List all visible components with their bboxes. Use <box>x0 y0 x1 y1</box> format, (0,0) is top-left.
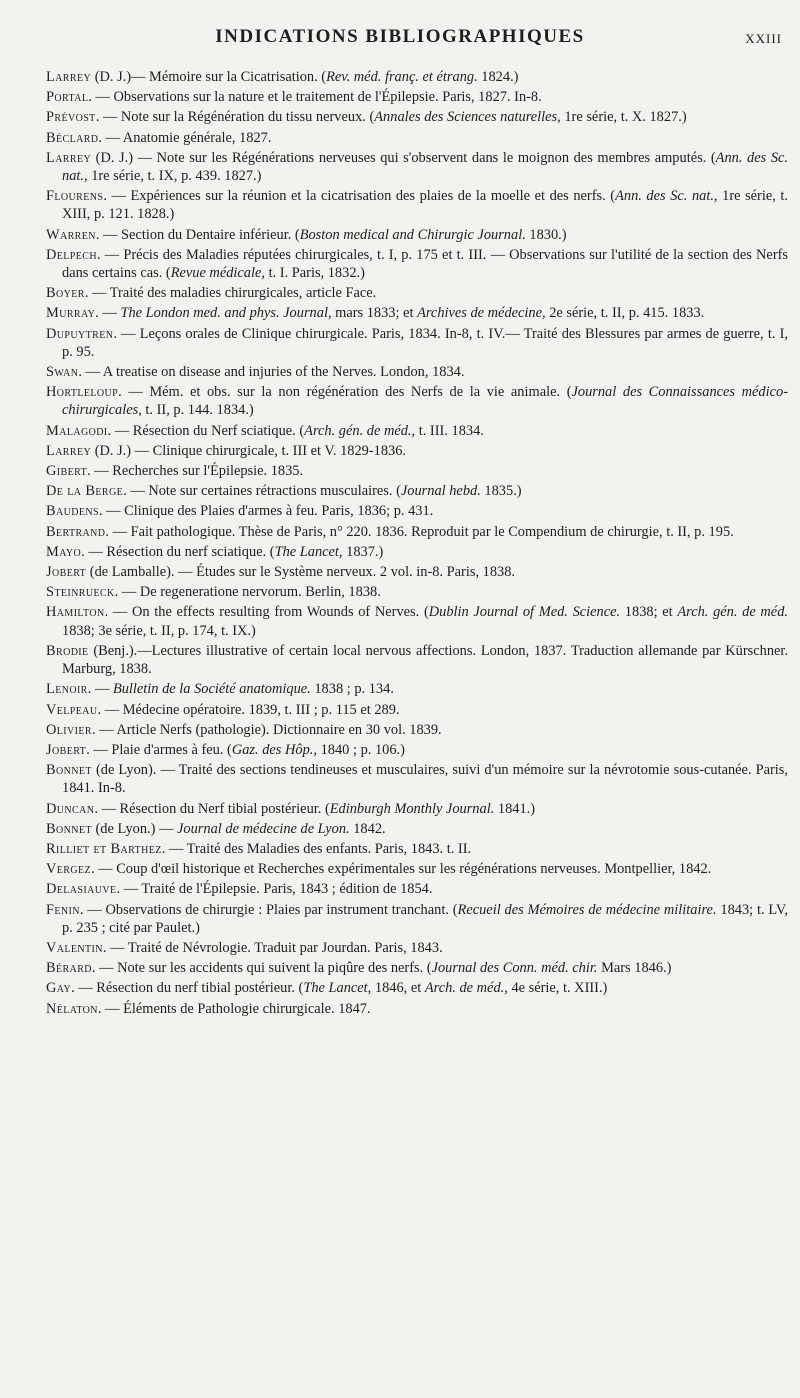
entry-source-title: Gaz. des Hôp., <box>231 741 317 758</box>
bibliography-entry <box>46 304 788 322</box>
bibliography-entry <box>46 603 788 639</box>
bibliography-entry <box>46 583 788 601</box>
entry-text: 1846, et <box>371 980 425 997</box>
entry-source-title: Ann. des Sc. nat., <box>62 149 788 185</box>
entry-author: Swan <box>46 364 79 381</box>
entry-author: Gay <box>46 980 72 997</box>
entry-author: Murray <box>46 305 96 322</box>
entry-author: Flourens <box>46 188 104 205</box>
entry-text: (D. J.) — Note sur les Régénérations nerveuses qui s'observent dans le moignon des membres amputés. ( <box>91 149 716 166</box>
bibliography-entry <box>46 108 788 126</box>
entry-text: (D. J.) — Clinique chirurgicale, t. III et V. 1829-1836. <box>91 442 407 459</box>
entry-author: Hortleloup <box>46 384 119 401</box>
entry-author: Nélaton <box>46 1000 98 1017</box>
entry-text: . — <box>95 305 121 322</box>
entry-author: Gibert <box>46 463 88 480</box>
entry-text: 1835.) <box>480 483 522 500</box>
entry-author: Larrey <box>46 149 92 166</box>
bibliography-entry <box>46 701 788 719</box>
bibliography-entry <box>46 563 788 581</box>
entry-text: t. I. Paris, 1832.) <box>264 265 365 282</box>
bibliography-entry <box>46 741 788 759</box>
entry-text: Mars 1846.) <box>597 960 672 977</box>
entry-text: . — Traité des maladies chirurgicales, article Face. <box>84 285 377 302</box>
bibliography-list <box>46 68 788 1020</box>
bibliography-entry <box>46 901 788 937</box>
entry-author: Prévost <box>46 109 96 126</box>
entry-text: . — De regeneratione nervorum. Berlin, 1838. <box>114 584 381 601</box>
entry-source-title: Archives de médecine, <box>417 305 546 322</box>
bibliography-entry <box>46 246 788 282</box>
entry-text: 2e série, t. II, p. 415. 1833. <box>545 305 705 322</box>
entry-text: . — Note sur les accidents qui suivent la piqûre des nerfs. ( <box>91 960 432 977</box>
bibliography-entry <box>46 226 788 244</box>
entry-source-title: Arch. gén. de méd., <box>304 422 416 439</box>
entry-text: . — Éléments de Pathologie chirurgicale. 1847. <box>97 1000 371 1017</box>
entry-text: . — Médecine opératoire. 1839, t. III ; p. 115 et 289. <box>97 701 400 718</box>
entry-text: (Benj.).—Lectures illustrative of certain local nervous affections. London, 1837. Traduction allemande par Kürschner. Marburg, 1838. <box>62 642 788 678</box>
entry-text: . — Leçons orales de Clinique chirurgicale. Paris, 1834. In-8, t. IV.— Traité des Blessures par armes de guerre, t. I, p. 95. <box>62 325 788 360</box>
entry-author: Olivier <box>46 721 92 738</box>
entry-text: 1837.) <box>342 543 384 560</box>
entry-text: . — Section du Dentaire inférieur. ( <box>95 226 300 243</box>
bibliography-entry <box>46 149 788 185</box>
entry-source-title: Dublin Journal of Med. Science. <box>428 604 621 621</box>
entry-text: . — Observations sur la nature et le traitement de l'Épilepsie. Paris, 1827. In-8. <box>88 89 542 106</box>
bibliography-entry <box>46 129 788 147</box>
entry-text: t. III. 1834. <box>415 422 484 439</box>
entry-source-title: Annales des Sciences naturelles, <box>374 109 561 126</box>
entry-text: 4e série, t. XIII.) <box>507 980 608 997</box>
entry-text: . — Note sur certaines rétractions musculaires. ( <box>123 483 401 500</box>
bibliography-entry <box>46 680 788 698</box>
entry-text: . — Résection du nerf tibial postérieur. ( <box>71 980 304 997</box>
entry-author: Béclard <box>46 129 99 146</box>
entry-author: Delasiauve <box>46 881 117 898</box>
entry-author: Larrey <box>46 442 92 459</box>
bibliography-entry <box>46 284 788 302</box>
bibliography-entry <box>46 979 788 997</box>
entry-text: 1824.) <box>477 69 519 85</box>
entry-text: 1re série, t. IX, p. 439. 1827.) <box>87 168 262 185</box>
entry-text: . — Anatomie générale, 1827. <box>98 129 272 146</box>
entry-source-title: Ann. des Sc. nat., <box>615 188 718 205</box>
entry-author: Portal <box>46 89 89 106</box>
entry-author: Vergez <box>46 861 92 878</box>
bibliography-entry <box>46 840 788 858</box>
entry-text: . — Plaie d'armes à feu. ( <box>86 741 232 758</box>
entry-text: . — Coup d'œil historique et Recherches expérimentales sur les régénérations nerveuses. Montpellier, 1842. <box>91 861 712 878</box>
entry-text: . — Traité des Maladies des enfants. Paris, 1843. t. II. <box>161 840 472 857</box>
entry-source-title: The Lancet, <box>274 543 343 560</box>
bibliography-entry <box>46 502 788 520</box>
entry-source-title: The Lancet, <box>303 980 372 997</box>
entry-source-title: Bulletin de la Société anatomique. <box>112 681 311 698</box>
entry-text: 1843; t. LV, p. 235 ; cité par Paulet.) <box>62 901 788 936</box>
entry-text: 1842. <box>349 820 386 837</box>
entry-text: . — <box>87 681 113 698</box>
entry-text: . — Précis des Maladies réputées chirurgicales, t. I, p. 175 et t. III. — Observations sur l'utilité de la section des Nerfs dans certains cas. ( <box>62 246 788 282</box>
bibliography-entry <box>46 482 788 500</box>
entry-text: (de Lyon.) — <box>91 820 178 837</box>
entry-text: . — Traité de l'Épilepsie. Paris, 1843 ; édition de 1854. <box>116 881 433 898</box>
entry-text: 1840 ; p. 106.) <box>317 741 405 758</box>
entry-author: Bonnet <box>46 762 92 779</box>
entry-text: 1841.) <box>494 800 536 817</box>
entry-author: Velpeau <box>46 701 98 718</box>
bibliography-entry <box>46 820 788 838</box>
bibliography-entry <box>46 422 788 440</box>
entry-author: Bertrand <box>46 523 106 540</box>
entry-text: . — A treatise on disease and injuries of the Nerves. London, 1834. <box>78 364 465 381</box>
entry-text: . — Note sur la Régénération du tissu nerveux. ( <box>95 109 375 126</box>
entry-source-title: Journal des Connaissances médico-chirurgicales, <box>62 384 788 419</box>
entry-author: Bérard <box>46 960 92 977</box>
entry-text: . — Expériences sur la réunion et la cicatrisation des plaies de la moelle et des nerfs. ( <box>103 188 616 205</box>
entry-text: (D. J.)— Mémoire sur la Cicatrisation. ( <box>91 69 327 85</box>
entry-text: 1838; 3e série, t. II, p. 174, t. IX.) <box>62 622 256 639</box>
entry-author: Bonnet <box>46 820 92 837</box>
entry-text: . — Traité de Névrologie. Traduit par Jourdan. Paris, 1843. <box>102 939 443 956</box>
bibliography-entry <box>46 68 788 86</box>
entry-text: . — Résection du nerf sciatique. ( <box>81 543 275 560</box>
entry-author: Boyer <box>46 285 85 302</box>
bibliography-entry <box>46 800 788 818</box>
bibliography-entry <box>46 523 788 541</box>
entry-text: . — Fait pathologique. Thèse de Paris, n° 220. 1836. Reproduit par le Compendium de chirurgie, t. II, p. 195. <box>105 523 734 540</box>
entry-text: 1re série, t. X. 1827.) <box>560 109 687 126</box>
entry-text: 1830.) <box>525 226 567 243</box>
page-number: XXIII <box>745 31 782 46</box>
entry-text: 1re série, t. XIII, p. 121. 1828.) <box>62 188 789 223</box>
entry-author: Hamilton <box>46 604 105 621</box>
entry-author: De la Berge <box>46 483 124 500</box>
bibliography-entry <box>46 959 788 977</box>
entry-author: Lenoir <box>46 681 88 698</box>
entry-source-title: Boston medical and Chirurgic Journal. <box>299 226 526 243</box>
bibliography-entry <box>46 383 788 419</box>
entry-text: t. II, p. 144. 1834.) <box>141 402 254 419</box>
entry-text: mars 1833; et <box>331 305 418 322</box>
entry-source-title: Edinburgh Monthly Journal. <box>329 800 495 817</box>
entry-author: Baudens <box>46 503 99 520</box>
entry-text: . — Observations de chirurgie : Plaies par instrument tranchant. ( <box>79 901 458 918</box>
entry-author: Rilliet et Barthez <box>46 840 162 857</box>
entry-text: . — Mém. et obs. sur la non régénération des Nerfs de la vie animale. ( <box>118 384 572 401</box>
entry-source-title: Journal des Conn. méd. chir. <box>431 960 598 977</box>
bibliography-entry <box>46 363 788 381</box>
entry-text: . — Recherches sur l'Épilepsie. 1835. <box>87 463 304 480</box>
entry-author: Delpech <box>46 246 97 263</box>
bibliography-entry <box>46 642 788 678</box>
entry-author: Jobert <box>46 564 87 581</box>
entry-author: Warren <box>46 226 96 243</box>
entry-source-title: Arch. de méd., <box>424 980 508 997</box>
bibliography-entry <box>46 860 788 878</box>
entry-author: Duncan <box>46 800 95 817</box>
page-header <box>0 18 800 58</box>
entry-author: Mayo <box>46 543 82 560</box>
entry-author: Steinrueck <box>46 584 115 601</box>
entry-author: Dupuytren <box>46 325 114 342</box>
entry-source-title: The London med. and phys. Journal, <box>120 305 332 322</box>
bibliography-entry <box>46 880 788 898</box>
bibliography-entry <box>46 442 788 460</box>
entry-text: 1838 ; p. 134. <box>310 681 394 698</box>
bibliography-entry <box>46 325 788 361</box>
entry-author: Malagodi <box>46 422 108 439</box>
entry-source-title: Revue médicale, <box>170 265 265 282</box>
entry-source-title: Rev. méd. franç. et étrang. <box>326 69 478 85</box>
bibliography-entry <box>46 939 788 957</box>
entry-text: . — Clinique des Plaies d'armes à feu. Paris, 1836; p. 431. <box>98 503 434 520</box>
entry-text: . — On the effects resulting from Wounds of Nerves. ( <box>104 604 429 621</box>
entry-text: (de Lyon). — Traité des sections tendineuses et musculaires, suivi d'un mémoire sur la névrotomie sous-cutanée. Paris, 1841. In-8. <box>62 762 788 797</box>
bibliography-entry <box>46 462 788 480</box>
entry-source-title: Recueil des Mémoires de médecine militaire. <box>457 901 717 918</box>
entry-text: 1838; et <box>620 604 678 621</box>
running-title: INDICATIONS BIBLIOGRAPHIQUES <box>215 26 585 47</box>
entry-author: Brodie <box>46 642 89 659</box>
entry-author: Valentin <box>46 939 103 956</box>
entry-text: . — Résection du Nerf sciatique. ( <box>107 422 305 439</box>
entry-text: (de Lamballe). — Études sur le Système nerveux. 2 vol. in-8. Paris, 1838. <box>86 564 516 581</box>
bibliography-entry <box>46 88 788 106</box>
entry-author: Jobert <box>46 741 87 758</box>
bibliography-entry <box>46 761 788 797</box>
bibliography-entry <box>46 543 788 561</box>
entry-source-title: Journal de médecine de Lyon. <box>177 820 350 837</box>
bibliography-entry <box>46 1000 788 1018</box>
bibliography-entry <box>46 721 788 739</box>
bibliography-entry <box>46 187 788 223</box>
entry-text: . — Article Nerfs (pathologie). Dictionnaire en 30 vol. 1839. <box>91 721 442 738</box>
entry-author: Fenin <box>46 901 80 918</box>
entry-source-title: Arch. gén. de méd. <box>677 604 788 621</box>
entry-author: Larrey <box>46 69 92 85</box>
entry-text: . — Résection du Nerf tibial postérieur. ( <box>94 800 330 817</box>
entry-source-title: Journal hebd. <box>400 483 481 500</box>
